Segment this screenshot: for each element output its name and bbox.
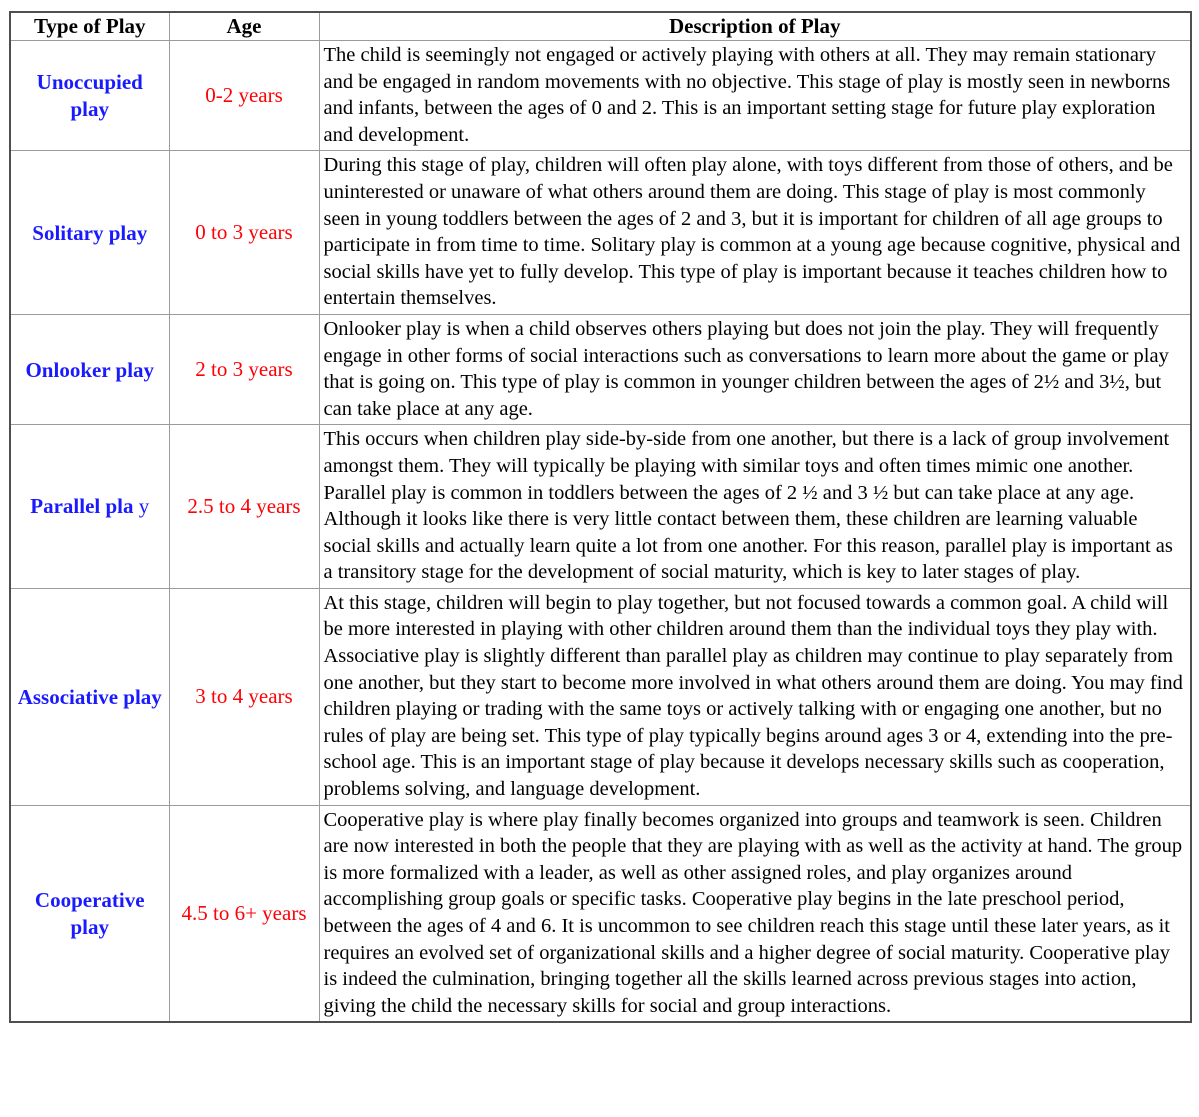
play-type-label: Parallel pla (30, 494, 134, 519)
table-row-cooperative-play (10, 805, 1191, 1022)
play-type-label: Solitary play (32, 220, 148, 245)
play-type-label: Unoccupied play (36, 70, 143, 121)
type-cell (10, 41, 169, 151)
age-cell: 2 to 3 years (169, 314, 319, 424)
table-row-parallel-play (10, 425, 1191, 589)
description-cell: Cooperative play is where play finally becomes organized into groups and teamwork is seen. Children are now interested in both the people that they are playing with as well as the activity at hand. The group is more formalized with a leader, as well as other assigned roles, and play organizes around accomplishing group goals or specific tasks. Cooperative play begins in the late preschool period, between the ages of 4 and 6. It is uncommon to see children reach this stage until these later years, as it requires an evolved set of organizational skills and a higher degree of social maturity. Cooperative play is indeed the culmination, bringing together all the skills learned across previous stages into action, giving the child the necessary skills for social and group interactions. (319, 805, 1191, 1022)
column-header-description-of-play: Description of Play (319, 12, 1191, 41)
description-cell: During this stage of play, children will often play alone, with toys different from those of others, and be uninterested or unaware of what others around them are doing. This stage of play is most commonly seen in young toddlers between the ages of 2 and 3, but it is important for children of all age groups to participate in from time to time. Solitary play is common at a young age because cognitive, physical and social skills have yet to fully develop. This type of play is important because it teaches children how to entertain themselves. (319, 151, 1191, 315)
age-cell: 0 to 3 years (169, 151, 319, 315)
table-row-solitary-play (10, 151, 1191, 315)
type-cell (10, 805, 169, 1022)
column-header-age: Age (169, 12, 319, 41)
play-types-table (9, 11, 1192, 1023)
age-cell: 2.5 to 4 years (169, 425, 319, 589)
age-cell: 4.5 to 6+ years (169, 805, 319, 1022)
play-type-label-suffix: y (133, 494, 150, 519)
play-type-label: Cooperative play (34, 888, 145, 939)
header-row (10, 12, 1191, 41)
column-header-type-of-play: Type of Play (10, 12, 169, 41)
type-cell (10, 588, 169, 805)
play-type-label: Associative play (17, 684, 162, 709)
description-cell: This occurs when children play side-by-side from one another, but there is a lack of group involvement amongst them. They will typically be playing with similar toys and often times mimic one another. Parallel play is common in toddlers between the ages of 2 ½ and 3 ½ but can take place at any age. Although it looks like there is very little contact between them, these children are learning valuable social skills and actually learn quite a lot from one another. For this reason, parallel play is important as a transitory stage for the development of social maturity, which is key to later stages of play. (319, 425, 1191, 589)
description-cell: The child is seemingly not engaged or actively playing with others at all. They may remain stationary and be engaged in random movements with no objective. This stage of play is mostly seen in newborns and infants, between the ages of 0 and 2. This is an important setting stage for future play exploration and development. (319, 41, 1191, 151)
type-cell (10, 314, 169, 424)
description-cell: Onlooker play is when a child observes others playing but does not join the play. They will frequently engage in other forms of social interactions such as conversations to learn more about the game or play that is going on. This type of play is common in younger children between the ages of 2½ and 3½, but can take place at any age. (319, 314, 1191, 424)
age-cell: 3 to 4 years (169, 588, 319, 805)
age-cell: 0-2 years (169, 41, 319, 151)
table-row-unoccupied-play (10, 41, 1191, 151)
play-type-label: Onlooker play (25, 357, 155, 382)
description-cell: At this stage, children will begin to play together, but not focused towards a common goal. A child will be more interested in playing with other children around them than the individual toys they play with. Associative play is slightly different than parallel play as children may continue to play separately from one another, but they start to become more involved in what others around them are doing. You may find children playing or trading with the same toys or actively talking with or engaging one another, but no rules of play are being set. This type of play typically begins around ages 3 or 4, extending into the pre-school age. This is an important stage of play because it develops necessary skills such as cooperation, problems solving, and language development. (319, 588, 1191, 805)
type-cell (10, 151, 169, 315)
table-row-onlooker-play (10, 314, 1191, 424)
type-cell (10, 425, 169, 589)
table-row-associative-play (10, 588, 1191, 805)
